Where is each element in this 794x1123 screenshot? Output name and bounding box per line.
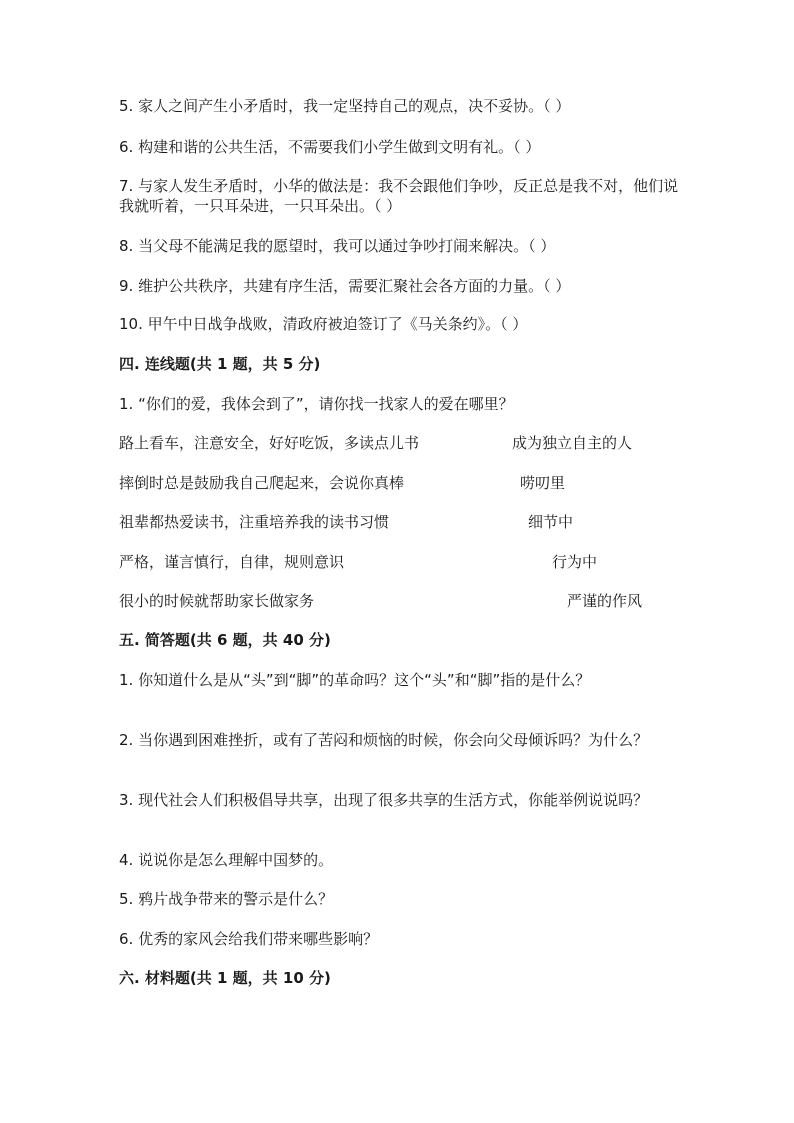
matching-left-item: 路上看车，注意安全，好好吃饭，多读点儿书: [119, 434, 420, 452]
matching-right-item: 细节中: [528, 513, 574, 531]
short-answer-question-3: 3. 现代社会人们积极倡导共享，出现了很多共享的生活方式，你能举例说说吗？: [119, 791, 649, 809]
short-answer-question-4: 4. 说说你是怎么理解中国梦的。: [119, 851, 334, 869]
matching-right-item: 行为中: [552, 553, 598, 571]
judgement-question-9: 9. 维护公共秩序，共建有序生活，需要汇聚社会各方面的力量。（ ）: [119, 277, 571, 295]
matching-left-item: 严格，谨言慎行，自律，规则意识: [119, 553, 345, 571]
short-answer-question-5: 5. 鸦片战争带来的警示是什么？: [119, 890, 334, 908]
section-heading-material: 六. 材料题(共 1 题，共 10 分): [119, 969, 331, 987]
matching-left-item: 很小的时候就帮助家长做家务: [119, 592, 315, 610]
matching-right-item: 成为独立自主的人: [512, 434, 633, 452]
short-answer-question-1: 1. 你知道什么是从“头”到“脚”的革命吗？这个“头”和“脚”指的是什么？: [119, 671, 591, 689]
judgement-question-7: 7. 与家人发生矛盾时，小华的做法是：我不会跟他们争吵，反正总是我不对，他们说我就听着，一只耳朵进，一只耳朵出。（ ）: [119, 177, 679, 215]
short-answer-question-6: 6. 优秀的家风会给我们带来哪些影响？: [119, 930, 379, 948]
judgement-question-8: 8. 当父母不能满足我的愿望时，我可以通过争吵打闹来解决。（ ）: [119, 237, 556, 255]
matching-left-item: 摔倒时总是鼓励我自己爬起来，会说你真棒: [119, 474, 405, 492]
matching-right-item: 唠叨里: [520, 474, 566, 492]
judgement-question-5: 5. 家人之间产生小矛盾时，我一定坚持自己的观点，决不妥协。（ ）: [119, 97, 571, 115]
matching-left-item: 祖辈都热爱读书，注重培养我的读书习惯: [119, 513, 390, 531]
section-heading-matching: 四. 连线题(共 1 题，共 5 分): [119, 355, 321, 373]
judgement-question-6: 6. 构建和谐的公共生活，不需要我们小学生做到文明有礼。（ ）: [119, 138, 541, 156]
short-answer-question-2: 2. 当你遇到困难挫折，或有了苦闷和烦恼的时候，你会向父母倾诉吗？为什么？: [119, 731, 649, 749]
section-heading-short-answer: 五. 简答题(共 6 题，共 40 分): [119, 631, 331, 649]
matching-question: 1. “你们的爱，我体会到了”，请你找一找家人的爱在哪里？: [119, 395, 514, 413]
judgement-question-10: 10. 甲午中日战争战败，清政府被迫签订了《马关条约》。（ ）: [119, 315, 528, 333]
matching-right-item: 严谨的作风: [567, 592, 643, 610]
